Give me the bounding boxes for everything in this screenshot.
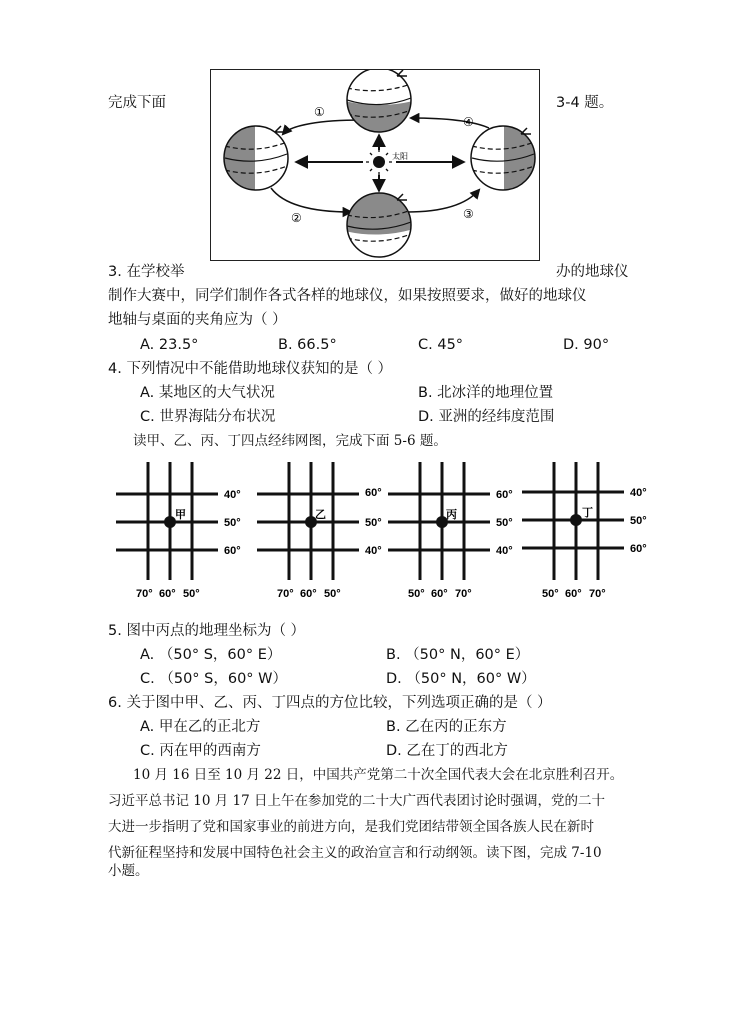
grid-bing-lon-2: 70° [455, 588, 472, 600]
q4-option-b[interactable]: B. 北冰洋的地理位置 [418, 385, 554, 401]
grid-bing-lon-0: 50° [408, 588, 425, 600]
sun-label: 太阳 [392, 152, 408, 161]
grid-yi-lon-2: 50° [324, 588, 341, 600]
q3-line1-left: 3. 在学校举 [108, 264, 185, 280]
grid-ding-lat-2: 60° [630, 543, 647, 555]
grid-yi-lon-0: 70° [277, 588, 294, 600]
q5-option-b[interactable]: B. （50° N，60° E） [386, 647, 530, 663]
q4-option-d[interactable]: D. 亚洲的经纬度范围 [418, 409, 555, 425]
grid-bing [386, 462, 526, 606]
grid-yi [255, 462, 395, 606]
grid-jia-lat-0: 40° [224, 489, 241, 501]
passage-line-2: 习近平总书记 10 月 17 日上午在参加党的二十大广西代表团讨论时强调，党的二十 [108, 793, 606, 809]
grid-jia-lon-2: 50° [183, 588, 200, 600]
earth-revolution-diagram [211, 70, 538, 259]
point-yi-label: 乙 [315, 509, 326, 521]
passage-line-4: 代新征程坚持和发展中国特色社会主义的政治宣言和行动纲领。读下图，完成 7-10 [108, 845, 602, 861]
grid-ding-lon-1: 60° [565, 588, 582, 600]
grid-intro: 读甲、乙、丙、丁四点经纬网图，完成下面 5-6 题。 [133, 433, 447, 449]
grid-yi-lat-2: 40° [365, 545, 382, 557]
point-ding-icon [570, 514, 582, 526]
passage-line-1: 10 月 16 日至 10 月 22 日，中国共产党第二十次全国代表大会在北京胜利召开。 [133, 767, 624, 783]
label-3: ③ [463, 207, 474, 221]
label-4: ④ [463, 115, 474, 129]
orbit-arrow-1 [283, 120, 361, 134]
orbit-arrow-4 [411, 118, 489, 128]
grid-ding-lat-1: 50° [630, 515, 647, 527]
label-2: ② [291, 211, 302, 225]
q3-option-b[interactable]: B. 66.5° [278, 337, 337, 353]
point-bing-label: 丙 [446, 509, 457, 521]
grid-bing-lat-0: 60° [496, 489, 513, 501]
q5-stem: 5. 图中丙点的地理坐标为（ ） [108, 623, 306, 639]
q6-stem: 6. 关于图中甲、乙、丙、丁四点的方位比较，下列选项正确的是（ ） [108, 695, 552, 711]
grid-yi-lat-1: 50° [365, 517, 382, 529]
q3-option-c[interactable]: C. 45° [418, 337, 464, 353]
intro-left: 完成下面 [108, 95, 166, 111]
q5-option-a[interactable]: A. （50° S，60° E） [140, 647, 282, 663]
intro-right: 3-4 题。 [556, 95, 614, 111]
grid-ding-lon-0: 50° [542, 588, 559, 600]
passage-line-5: 小题。 [108, 863, 149, 879]
point-ding-label: 丁 [582, 507, 593, 519]
q3-line3: 地轴与桌面的夹角应为（ ） [108, 312, 287, 328]
grid-bing-lon-1: 60° [431, 588, 448, 600]
q3-line1-right: 办的地球仪 [556, 264, 629, 280]
grid-jia [114, 462, 254, 606]
q3-option-d[interactable]: D. 90° [563, 337, 610, 353]
grid-bing-lat-2: 40° [496, 545, 513, 557]
grid-jia-lat-2: 60° [224, 545, 241, 557]
q6-option-c[interactable]: C. 丙在甲的西南方 [140, 743, 261, 759]
q6-option-d[interactable]: D. 乙在丁的西北方 [386, 743, 508, 759]
sun-icon [366, 149, 392, 175]
label-1: ① [314, 105, 325, 119]
grid-yi-lon-1: 60° [300, 588, 317, 600]
q5-option-d[interactable]: D. （50° N，60° W） [386, 671, 536, 687]
grid-jia-lon-1: 60° [159, 588, 176, 600]
grid-jia-lon-0: 70° [136, 588, 153, 600]
orbit-arrow-2 [271, 188, 351, 212]
earth-revolution-figure [210, 69, 540, 261]
q4-option-c[interactable]: C. 世界海陆分布状况 [140, 409, 276, 425]
point-jia-label: 甲 [175, 509, 186, 521]
grid-bing-lat-1: 50° [496, 517, 513, 529]
grid-ding [520, 462, 660, 606]
q5-option-c[interactable]: C. （50° S，60° W） [140, 671, 288, 687]
q3-line2: 制作大赛中，同学们制作各式各样的地球仪，如果按照要求，做好的地球仪 [108, 288, 587, 304]
grid-jia-lat-1: 50° [224, 517, 241, 529]
grid-ding-lat-0: 40° [630, 487, 647, 499]
grid-yi-lat-0: 60° [365, 487, 382, 499]
q6-option-b[interactable]: B. 乙在丙的正东方 [386, 719, 507, 735]
grid-ding-lon-2: 70° [589, 588, 606, 600]
q4-option-a[interactable]: A. 某地区的大气状况 [140, 385, 275, 401]
q6-option-a[interactable]: A. 甲在乙的正北方 [140, 719, 261, 735]
passage-line-3: 大进一步指明了党和国家事业的前进方向，是我们党团结带领全国各族人民在新时 [108, 819, 594, 835]
q4-stem: 4. 下列情况中不能借助地球仪获知的是（ ） [108, 361, 393, 377]
q3-option-a[interactable]: A. 23.5° [140, 337, 199, 353]
